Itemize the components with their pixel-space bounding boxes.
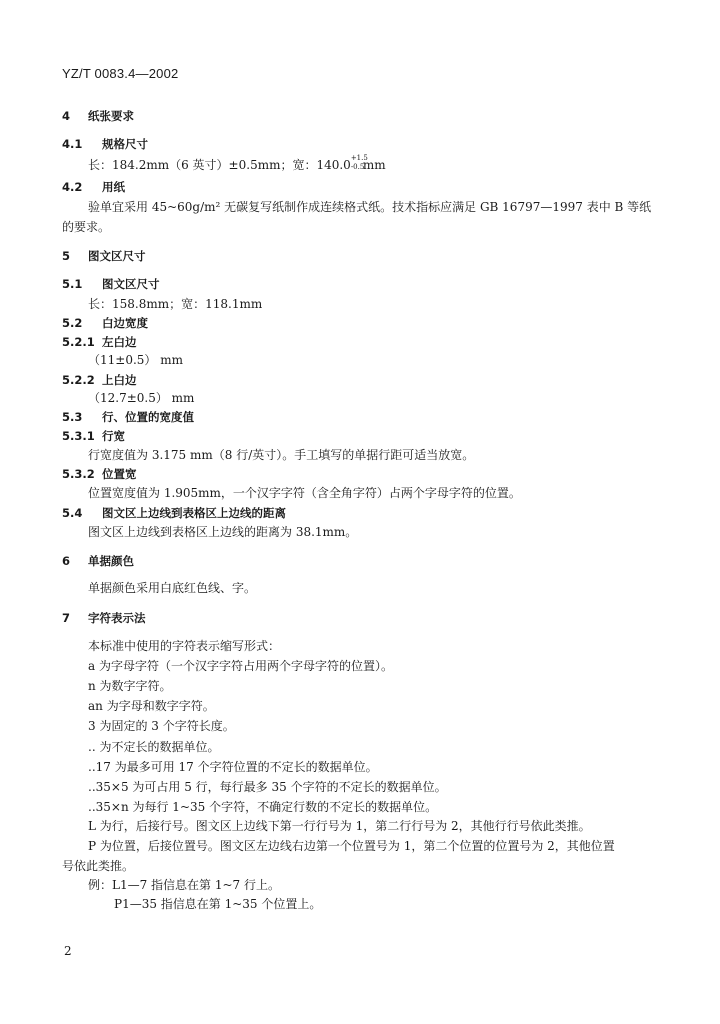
section-4-2-line2: 的要求。 <box>62 220 111 234</box>
section-number: 5.2.2 <box>62 373 95 387</box>
section-5-2-2-heading <box>62 372 137 388</box>
section-number: 4.2 <box>62 180 83 194</box>
section-number: 5.3.2 <box>62 467 95 481</box>
section-5-4-text: 图文区上边线到表格区上边线的距离为 38.1mm。 <box>88 525 358 539</box>
section-7-line: 本标准中使用的字符表示缩写形式： <box>88 639 281 653</box>
section-number: 4 <box>62 109 71 123</box>
section-5-3-1-text: 行宽度值为 3.175 mm（8 行/英寸）。手工填写的单据行距可适当放宽。 <box>88 448 475 462</box>
page-number: 2 <box>64 944 72 958</box>
tolerance-lower: -0.5 <box>350 163 365 171</box>
section-7-line: n 为数字字符。 <box>88 679 172 693</box>
size-text: 长：184.2mm（6 英寸）±0.5mm；宽：140.0 <box>88 158 351 172</box>
section-5-2-2-text: （12.7±0.5） mm <box>88 391 195 405</box>
section-title: 用纸 <box>102 180 125 194</box>
section-5-3-1-heading <box>62 428 125 444</box>
document-header: YZ/T 0083.4—2002 <box>62 66 179 81</box>
section-number: 4.1 <box>62 137 83 151</box>
section-number: 5.2 <box>62 316 83 330</box>
section-title: 单据颜色 <box>88 554 134 568</box>
section-7-line: an 为字母和数字字符。 <box>88 699 215 713</box>
section-6-text: 单据颜色采用白底红色线、字。 <box>88 581 257 595</box>
section-title: 图文区尺寸 <box>102 277 160 291</box>
section-7-heading <box>62 610 146 626</box>
section-7-line: P 为位置，后接位置号。图文区左边线右边第一个位置号为 1，第二个位置的位置号为 2，其他位置 <box>88 839 615 853</box>
section-5-2-1-heading <box>62 334 137 350</box>
section-7-line: ..35×n 为每行 1~35 个字符，不确定行数的不定长的数据单位。 <box>88 800 438 814</box>
section-5-4-heading <box>62 505 286 521</box>
section-7-line: ..17 为最多可用 17 个字符位置的不定长的数据单位。 <box>88 760 378 774</box>
section-5-3-2-heading <box>62 466 137 482</box>
section-number: 5.3.1 <box>62 429 95 443</box>
section-4-2-heading <box>62 179 125 195</box>
section-4-1-text <box>88 154 386 173</box>
section-7-line: .. 为不定长的数据单位。 <box>88 740 220 754</box>
section-number: 5.4 <box>62 506 83 520</box>
section-title: 上白边 <box>102 373 137 387</box>
section-7-line: L 为行，后接行号。图文区上边线下第一行行号为 1，第二行行号为 2，其他行行号依此类推。 <box>88 819 591 833</box>
tolerance-upper: +1.5 <box>350 154 368 162</box>
section-number: 7 <box>62 611 71 625</box>
section-title: 行、位置的宽度值 <box>102 410 194 424</box>
unit-text: mm <box>362 158 386 172</box>
section-6-heading <box>62 553 134 569</box>
section-number: 6 <box>62 554 71 568</box>
tolerance <box>350 154 368 171</box>
section-title: 白边宽度 <box>102 316 148 330</box>
section-title: 纸张要求 <box>88 109 134 123</box>
section-number: 5.3 <box>62 410 83 424</box>
section-number: 5.1 <box>62 277 83 291</box>
section-5-1-text: 长：158.8mm；宽：118.1mm <box>88 297 263 311</box>
section-4-2-line1: 验单宜采用 45~60g/m² 无碳复写纸制作成连续格式纸。技术指标应满足 GB 16797—1997 表中 B 等纸 <box>88 200 652 214</box>
section-number: 5.2.1 <box>62 335 95 349</box>
section-title: 规格尺寸 <box>102 137 148 151</box>
section-5-3-2-text: 位置宽度值为 1.905mm，一个汉字字符（含全角字符）占两个字母字符的位置。 <box>88 486 521 500</box>
section-7-line: a 为字母字符（一个汉字字符占用两个字母字符的位置）。 <box>88 659 393 673</box>
section-5-1-heading <box>62 276 160 292</box>
section-7-example: 例：L1—7 指信息在第 1~7 行上。 <box>88 878 281 892</box>
section-5-heading <box>62 248 146 264</box>
section-4-heading <box>62 108 134 124</box>
section-title: 图文区尺寸 <box>88 249 146 263</box>
section-7-line: 3 为固定的 3 个字符长度。 <box>88 719 235 733</box>
section-title: 字符表示法 <box>88 611 146 625</box>
section-number: 5 <box>62 249 71 263</box>
section-title: 左白边 <box>102 335 137 349</box>
section-title: 行宽 <box>102 429 125 443</box>
section-7-line: ..35×5 为可占用 5 行，每行最多 35 个字符的不定长的数据单位。 <box>88 780 447 794</box>
section-5-3-heading <box>62 409 194 425</box>
section-5-2-1-text: （11±0.5） mm <box>88 353 183 367</box>
section-5-2-heading <box>62 315 148 331</box>
section-7-line: 号依此类推。 <box>62 859 135 873</box>
section-title: 位置宽 <box>102 467 137 481</box>
section-7-example: P1—35 指信息在第 1~35 个位置上。 <box>114 897 322 911</box>
section-title: 图文区上边线到表格区上边线的距离 <box>102 506 286 520</box>
section-4-1-heading <box>62 136 148 152</box>
